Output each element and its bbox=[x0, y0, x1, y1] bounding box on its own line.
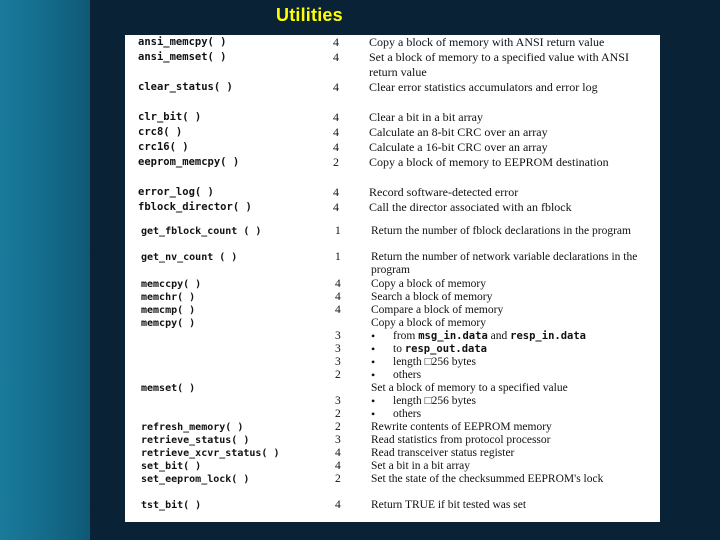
table-row bbox=[125, 304, 660, 317]
function-count: 2 bbox=[335, 473, 341, 485]
bullet-marker: • bbox=[371, 407, 376, 421]
function-count: 1 bbox=[335, 225, 341, 237]
table-row bbox=[125, 447, 660, 460]
bullet-text: length □256 bytes bbox=[393, 356, 476, 368]
utilities-table bbox=[125, 35, 660, 522]
function-count: 2 bbox=[335, 421, 341, 433]
function-description: Read transceiver status register bbox=[371, 447, 515, 459]
function-name: crc8( ) bbox=[138, 126, 183, 138]
function-description: Read statistics from protocol processor bbox=[371, 434, 551, 446]
table-row bbox=[125, 125, 660, 140]
function-name: clr_bit( ) bbox=[138, 111, 202, 123]
function-name: tst_bit( ) bbox=[141, 500, 202, 511]
function-count: 4 bbox=[335, 460, 341, 472]
function-name: crc16( ) bbox=[138, 141, 189, 153]
function-description: Calculate a 16-bit CRC over an array bbox=[369, 140, 548, 154]
function-name: memset( ) bbox=[141, 383, 196, 394]
function-count: 4 bbox=[335, 278, 341, 290]
table-row bbox=[125, 317, 660, 330]
table-row bbox=[125, 499, 660, 512]
table-row bbox=[125, 50, 660, 80]
table-row bbox=[125, 80, 660, 110]
bullet-row bbox=[125, 356, 660, 369]
function-count: 4 bbox=[335, 447, 341, 459]
function-description: Return the number of network variable declarations in the program bbox=[371, 251, 638, 276]
function-description: Copy a block of memory with ANSI return value bbox=[369, 35, 605, 49]
bullet-row bbox=[125, 408, 660, 421]
bullet-text: to resp_out.data bbox=[393, 343, 488, 355]
table-row bbox=[125, 460, 660, 473]
function-name: refresh_memory( ) bbox=[141, 422, 244, 433]
table-row bbox=[125, 140, 660, 155]
function-description: Set a block of memory to a specified value with ANSI return value bbox=[369, 50, 629, 79]
table-row bbox=[125, 35, 660, 50]
function-description: Compare a block of memory bbox=[371, 304, 504, 316]
function-name: error_log( ) bbox=[138, 186, 214, 198]
table-row bbox=[125, 291, 660, 304]
bullet-row bbox=[125, 343, 660, 356]
function-name: retrieve_status( ) bbox=[141, 435, 250, 446]
function-description: Set a bit in a bit array bbox=[371, 460, 470, 472]
table-row bbox=[125, 473, 660, 499]
function-name: set_eeprom_lock( ) bbox=[141, 474, 250, 485]
function-count: 2 bbox=[333, 155, 339, 169]
function-count: 4 bbox=[333, 110, 339, 124]
function-description: Copy a block of memory bbox=[371, 278, 486, 290]
bullet-marker: • bbox=[371, 329, 376, 343]
table-row bbox=[125, 225, 660, 251]
function-description: Search a block of memory bbox=[371, 291, 493, 303]
bullet-marker: • bbox=[371, 355, 376, 369]
function-name: eeprom_memcpy( ) bbox=[138, 156, 240, 168]
function-description: Return the number of fblock declarations in the program bbox=[371, 225, 631, 237]
bullet-text: others bbox=[393, 408, 422, 420]
left-accent-band bbox=[0, 0, 90, 540]
function-name: get_nv_count ( ) bbox=[141, 252, 238, 263]
bullet-row bbox=[125, 330, 660, 343]
bullet-count: 3 bbox=[335, 343, 341, 355]
function-count: 4 bbox=[333, 50, 339, 64]
table-row bbox=[125, 278, 660, 291]
bullet-count: 3 bbox=[335, 395, 341, 407]
function-name: memchr( ) bbox=[141, 292, 196, 303]
bullet-marker: • bbox=[371, 368, 376, 382]
function-count: 4 bbox=[335, 304, 341, 316]
bullet-text: length □256 bytes bbox=[393, 395, 476, 407]
bullet-count: 3 bbox=[335, 356, 341, 368]
slide-title: Utilities bbox=[276, 5, 343, 25]
table-row bbox=[125, 434, 660, 447]
table-row bbox=[125, 185, 660, 200]
bullet-text: from msg_in.data and resp_in.data bbox=[393, 330, 586, 342]
function-name: memccpy( ) bbox=[141, 279, 202, 290]
bullet-marker: • bbox=[371, 394, 376, 408]
table-row bbox=[125, 421, 660, 434]
function-name: retrieve_xcvr_status( ) bbox=[141, 448, 280, 459]
table-row bbox=[125, 110, 660, 125]
bullet-marker: • bbox=[371, 342, 376, 356]
function-description: Rewrite contents of EEPROM memory bbox=[371, 421, 552, 433]
function-description: Return TRUE if bit tested was set bbox=[371, 499, 527, 511]
function-name: memcmp( ) bbox=[141, 305, 196, 316]
bullet-count: 2 bbox=[335, 408, 341, 420]
function-name: ansi_memcpy( ) bbox=[138, 36, 227, 48]
function-count: 4 bbox=[333, 80, 339, 94]
function-count: 4 bbox=[333, 185, 339, 199]
function-count: 4 bbox=[333, 35, 339, 49]
function-description: Copy a block of memory to EEPROM destination bbox=[369, 155, 609, 169]
function-name: clear_status( ) bbox=[138, 81, 233, 93]
function-count: 1 bbox=[335, 251, 341, 263]
function-name: memcpy( ) bbox=[141, 318, 196, 329]
function-description: Clear error statistics accumulators and error log bbox=[369, 80, 598, 94]
function-description: Record software-detected error bbox=[369, 185, 519, 199]
table-row bbox=[125, 155, 660, 185]
bullet-row bbox=[125, 395, 660, 408]
function-count: 4 bbox=[335, 499, 341, 511]
bullet-row bbox=[125, 369, 660, 382]
function-name: get_fblock_count ( ) bbox=[141, 226, 262, 237]
function-description: Set the state of the checksummed EEPROM's lock bbox=[371, 473, 604, 485]
function-count: 4 bbox=[335, 291, 341, 303]
function-count: 4 bbox=[333, 200, 339, 214]
function-description: Clear a bit in a bit array bbox=[369, 110, 483, 124]
function-count: 4 bbox=[333, 125, 339, 139]
bullet-text: others bbox=[393, 369, 422, 381]
bullet-count: 2 bbox=[335, 369, 341, 381]
function-description: Call the director associated with an fblock bbox=[369, 200, 572, 214]
table-row bbox=[125, 382, 660, 395]
function-name: ansi_memset( ) bbox=[138, 51, 227, 63]
function-description: Copy a block of memory bbox=[371, 317, 486, 329]
bullet-count: 3 bbox=[335, 330, 341, 342]
function-count: 3 bbox=[335, 434, 341, 446]
table-row bbox=[125, 251, 660, 277]
function-count: 4 bbox=[333, 140, 339, 154]
function-description: Calculate an 8-bit CRC over an array bbox=[369, 125, 548, 139]
function-name: fblock_director( ) bbox=[138, 201, 252, 213]
function-name: set_bit( ) bbox=[141, 461, 202, 472]
table-row bbox=[125, 200, 660, 215]
function-description: Set a block of memory to a specified value bbox=[371, 382, 568, 394]
